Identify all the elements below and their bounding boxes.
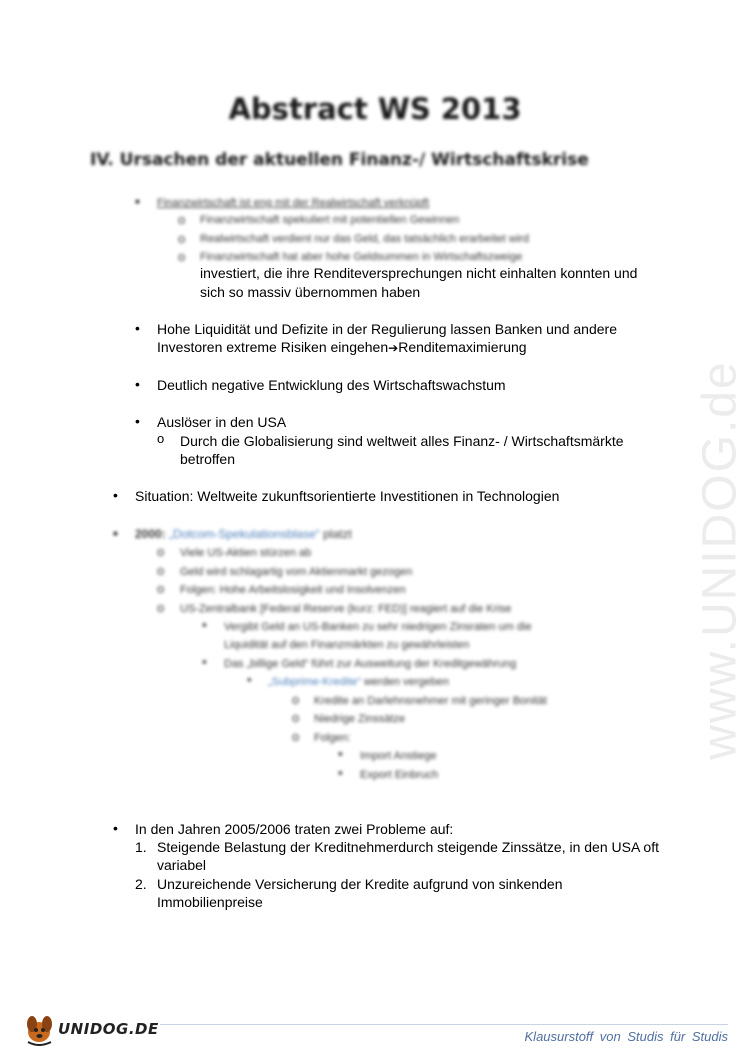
bullet-icon: • (135, 376, 140, 392)
circle-bullet-icon: o (157, 600, 165, 615)
subprime-link: „Subprime-Kredite“ (268, 676, 361, 688)
watermark-text: www.UNIDOG.de (693, 360, 747, 760)
circle-bullet-icon: o (292, 692, 300, 707)
arrow-right-icon: ➔ (388, 341, 399, 355)
bullet-icon: • (247, 672, 252, 687)
blurred-sub: Liquidität auf den Finanzmärkten zu gewährleisten (224, 639, 470, 651)
circle-bullet-icon: o (178, 212, 186, 227)
blurred-sub: Finanzwirtschaft spekuliert mit potentiellen Gewinnen (200, 214, 460, 226)
blurred-sub: Kredite an Darlehnsnehmer mit geringer Bonität (314, 695, 547, 707)
bullet-icon: • (113, 525, 118, 541)
blurred-sub: Realwirtschaft verdient nur das Geld, das tatsächlich erarbeitet wird (200, 233, 529, 245)
bullet-icon: • (135, 320, 140, 336)
dotcom-link: „Dotcom-Spekulationsblase“ (169, 527, 320, 541)
square-bullet-icon: ▪ (338, 746, 343, 761)
square-bullet-icon: ▪ (202, 654, 207, 669)
blurred-sub: US-Zentralbank [Federal Reserve (kurz: FED)] reagiert auf die Krise (180, 603, 512, 615)
blurred-sub: Export Einbruch (360, 769, 439, 781)
sub-globalisierung-cont: betroffen (180, 451, 236, 467)
footer-divider (160, 1024, 728, 1025)
text-line: investiert, die ihre Renditeversprechungen nicht einhalten konnten und (200, 265, 638, 281)
colon: : (161, 527, 166, 541)
blurred-bullet: Finanzwirtschaft ist eng mit der Realwirtschaft verknüpft (157, 197, 430, 209)
text-line: werden vergeben (363, 676, 449, 688)
circle-bullet-icon: o (292, 710, 300, 725)
bullet-icon: • (135, 413, 140, 429)
logo (22, 1012, 162, 1046)
blurred-sub: Folgen: (314, 732, 351, 744)
circle-bullet-icon: o (157, 563, 165, 578)
blurred-sub: Das „billige Geld“ führt zur Ausweitung der Kreditgewährung (224, 658, 517, 670)
bullet-liquiditaet-cont (157, 338, 527, 358)
section-heading: IV. Ursachen der aktuellen Finanz-/ Wirtschaftskrise (90, 150, 589, 170)
blurred-sub: Folgen: Hohe Arbeitslosigkeit und Insolvenzen (180, 584, 406, 596)
bullet-jahre: In den Jahren 2005/2006 traten zwei Probleme auf: (135, 821, 454, 837)
bullet-wachstum: Deutlich negative Entwicklung des Wirtschaftswachstum (157, 377, 506, 393)
page-title: Abstract WS 2013 (228, 92, 522, 126)
bullet-ausloeser: Auslöser in den USA (157, 414, 287, 430)
watermark (670, 360, 750, 760)
logo-text: UNIDOG.DE (58, 1020, 159, 1038)
blurred-sub: Geld wird schlagartig vom Aktienmarkt gezogen (180, 566, 413, 578)
square-bullet-icon: ▪ (202, 617, 207, 632)
dog-icon (22, 1012, 58, 1046)
list-number: 1. (135, 839, 147, 855)
bullet-icon: • (113, 820, 118, 836)
square-bullet-icon: ▪ (338, 765, 343, 780)
footer-tagline: Klausurstoff von Studis für Studis (524, 1029, 728, 1044)
circle-bullet-icon: o (157, 581, 165, 596)
text-line: Investoren extreme Risiken eingehen (157, 339, 389, 355)
text-line: sich so massiv übernommen haben (200, 284, 421, 300)
circle-bullet-icon: o (157, 544, 165, 559)
circle-bullet-icon: o (157, 431, 165, 446)
bullet-icon: • (135, 193, 140, 209)
circle-bullet-icon: o (178, 249, 186, 264)
sub-globalisierung: Durch die Globalisierung sind weltweit alles Finanz- / Wirtschaftsmärkte (180, 433, 624, 449)
year: 2000 (135, 527, 162, 541)
circle-bullet-icon: o (292, 729, 300, 744)
bullet-situation: Situation: Weltweite zukunftsorientierte Investitionen in Technologien (135, 488, 560, 504)
numbered-item-cont: variabel (157, 857, 207, 873)
blurred-bullet (135, 525, 352, 544)
blurred-sub (268, 673, 449, 692)
blurred-sub: Finanzwirtschaft hat aber hohe Geldsummen in Wirtschaftszweige (200, 251, 523, 263)
blurred-sub: Vergibt Geld an US-Banken zu sehr niedrigen Zinsraten um die (224, 621, 532, 633)
blurred-sub: Niedrige Zinssätze (314, 713, 406, 725)
bullet-icon: • (113, 487, 118, 503)
numbered-item: Unzureichende Versicherung der Kredite aufgrund von sinkenden (157, 876, 563, 892)
text-line: Renditemaximierung (398, 339, 527, 355)
text-line: platzt (323, 527, 352, 541)
bullet-liquiditaet: Hohe Liquidität und Defizite in der Regulierung lassen Banken und andere (157, 321, 617, 337)
circle-bullet-icon: o (178, 231, 186, 246)
list-number: 2. (135, 876, 147, 892)
blurred-sub: Import Anstiege (360, 750, 437, 762)
numbered-item-cont: Immobilienpreise (157, 894, 263, 910)
blurred-sub: Viele US-Aktien stürzen ab (180, 547, 312, 559)
numbered-item: Steigende Belastung der Kreditnehmerdurch steigende Zinssätze, in den USA oft (157, 839, 659, 855)
